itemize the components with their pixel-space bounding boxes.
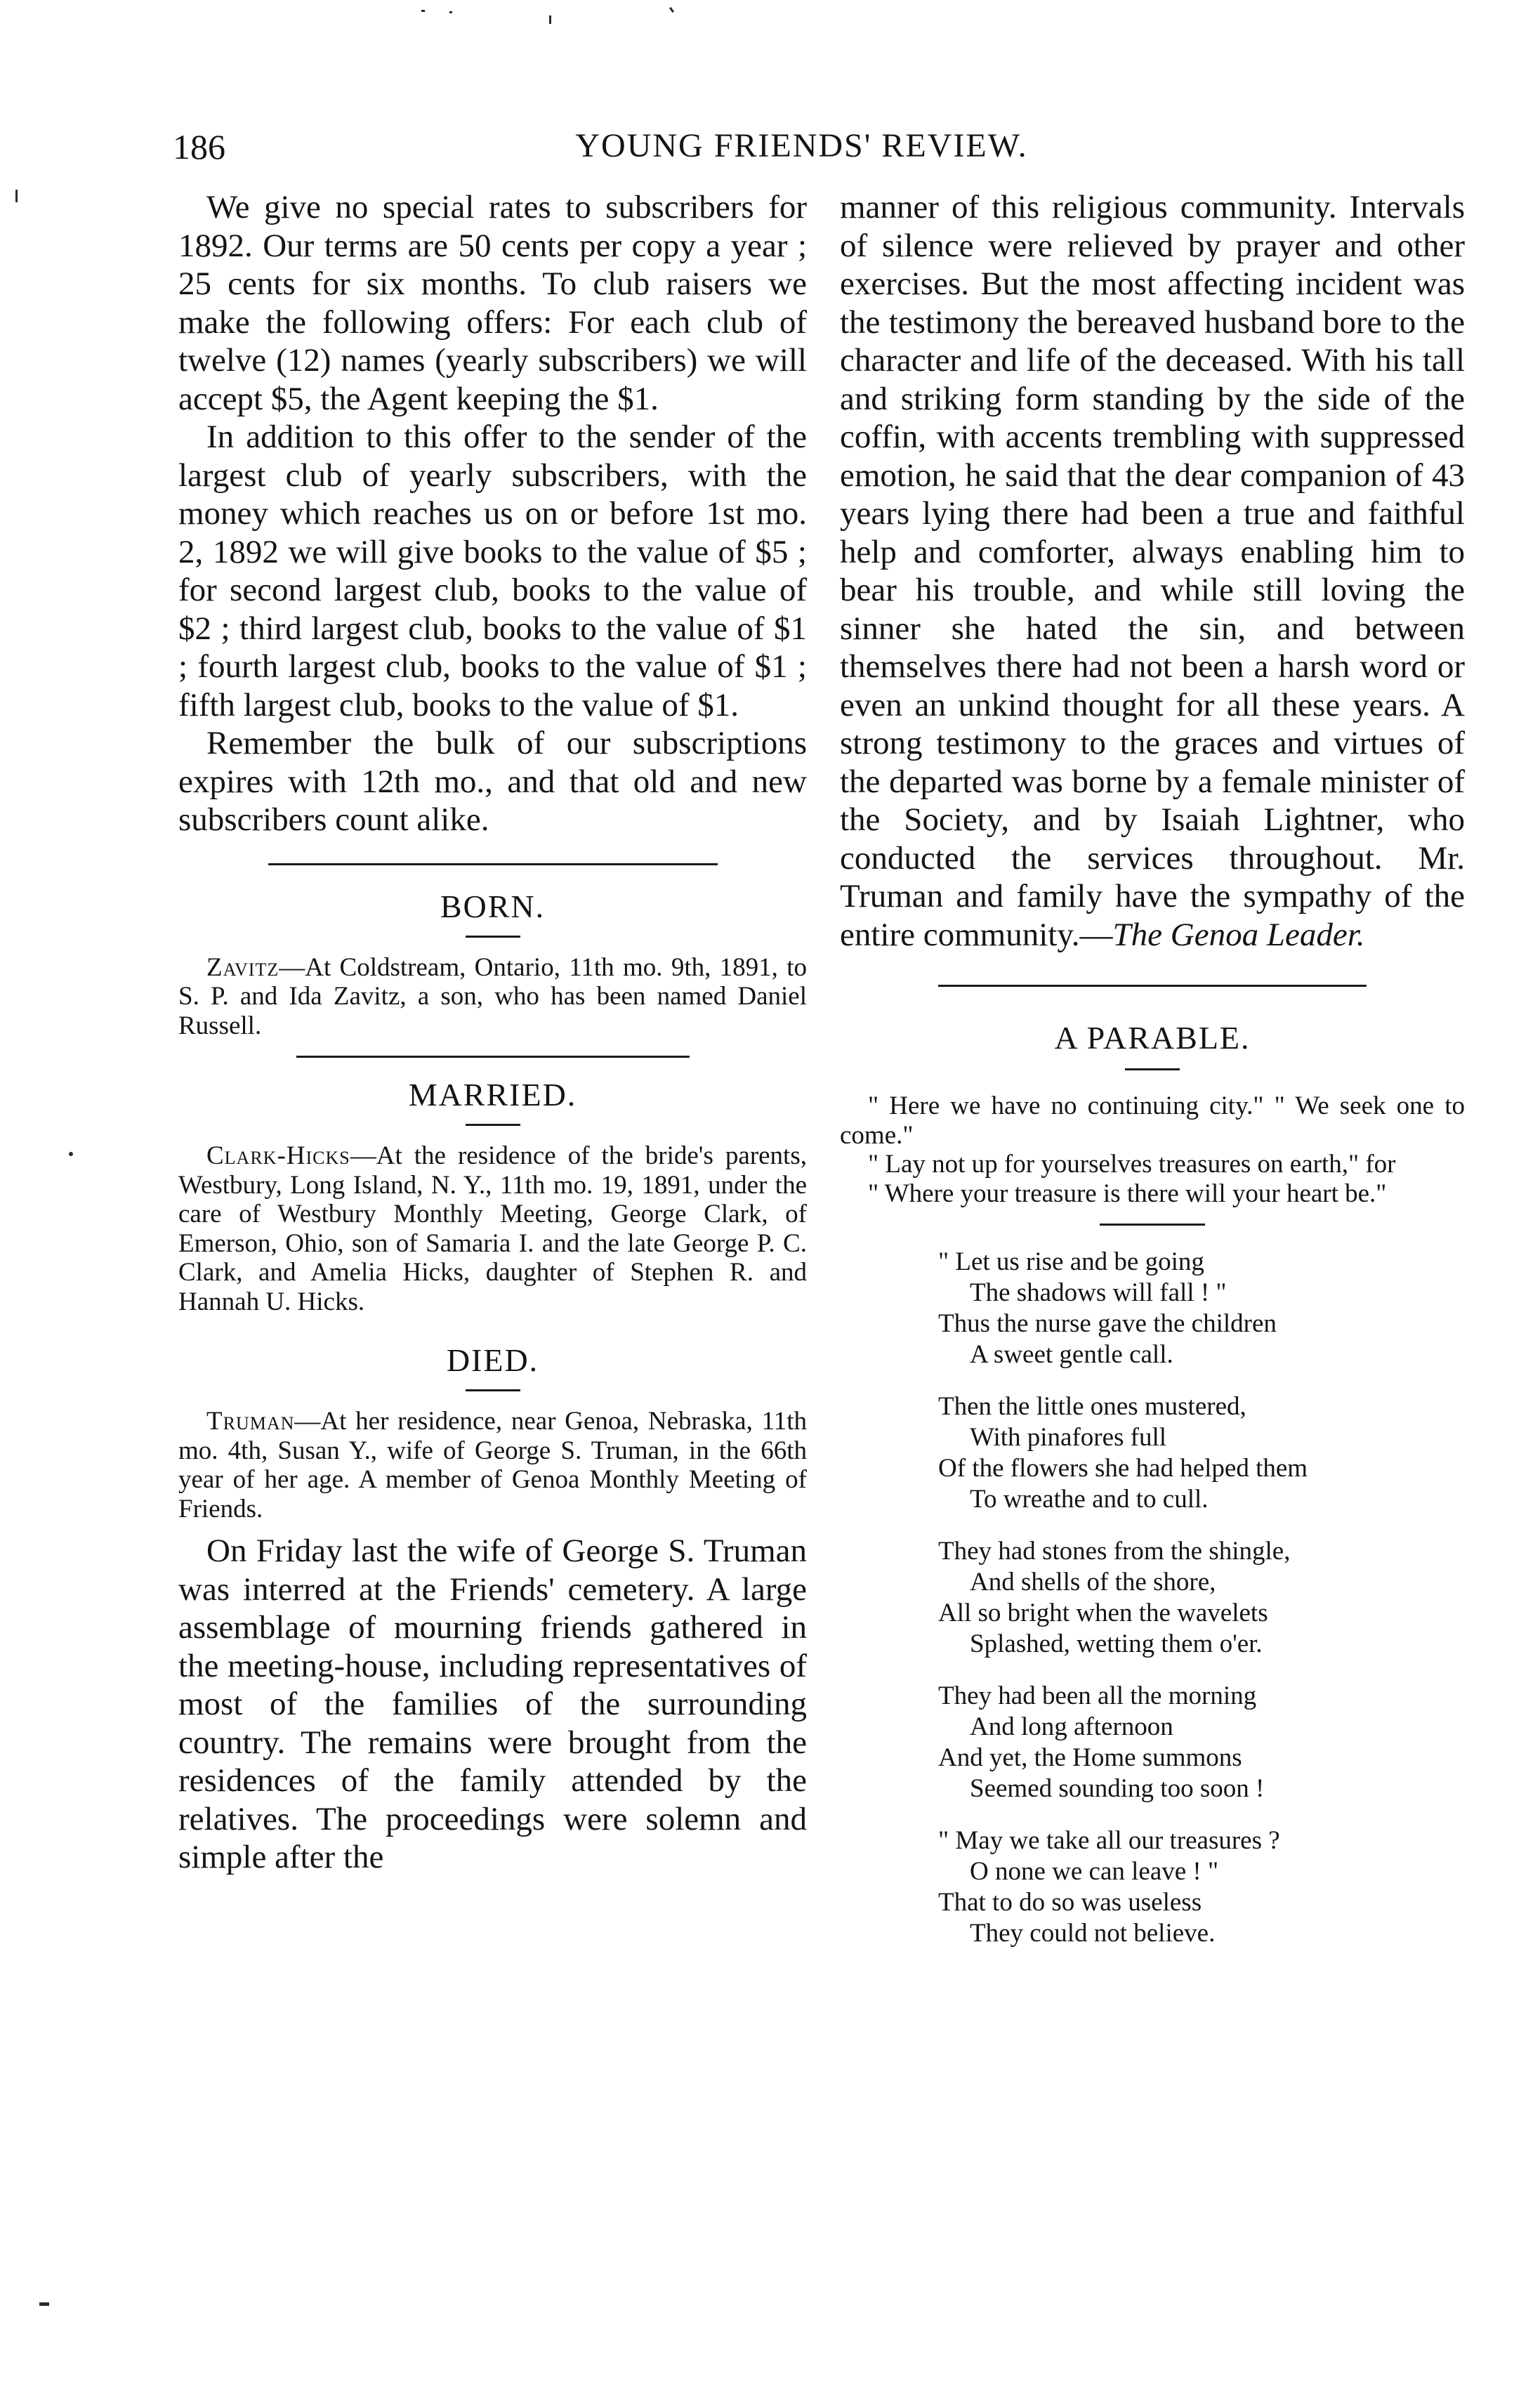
poem-line: The shadows will fall ! "	[970, 1278, 1227, 1307]
source-citation: The Genoa Leader.	[1112, 916, 1365, 953]
ink-speck	[669, 7, 674, 13]
poem-line: And long afternoon	[970, 1712, 1173, 1741]
subscription-rates-paragraph: We give no special rates to subscribers for 1892. Our terms are 50 cents per copy a year ; 25 cents for six months. To club raisers we make the following offers: For each club of twelve (12) names (yearly subscribers) we will accept $5, the Agent keeping the $1.	[178, 189, 807, 417]
right-column	[840, 188, 1465, 1970]
poem-line: That to do so was useless	[938, 1888, 1202, 1917]
parable-heading: A PARABLE.	[1054, 1020, 1251, 1056]
poem-line: Seemed sounding too soon !	[970, 1774, 1265, 1803]
scripture-quote-2: " Lay not up for yourselves treasures on earth," for	[868, 1150, 1396, 1179]
born-heading: BORN.	[440, 888, 546, 924]
poem-line: Then the little ones mustered,	[938, 1392, 1246, 1421]
poem-stanza	[938, 1391, 1465, 1515]
poem-line: " May we take all our treasures ?	[938, 1826, 1280, 1855]
married-name: Clark-Hicks	[206, 1141, 350, 1170]
scripture-quote-1: " Here we have no continuing city." " We seek one to come."	[840, 1091, 1465, 1150]
ink-speck	[421, 10, 425, 12]
ink-speck	[449, 11, 452, 13]
poem-stanza	[938, 1681, 1465, 1804]
poem-line: " Let us rise and be going	[938, 1247, 1204, 1276]
died-notice	[178, 1407, 807, 1523]
poem-line: O none we can leave ! "	[970, 1857, 1219, 1886]
poem-line: They had been all the morning	[938, 1681, 1257, 1710]
funeral-paragraph: On Friday last the wife of George S. Truman was interred at the Friends' cemetery. A large assemblage of mourning friends gathered in the meeting-house, including representatives of most of the families of the surrounding country. The remains were brought from the residences of the family attended by the relatives. The proceedings were solemn and simple after the	[178, 1533, 807, 1875]
section-rule	[296, 1056, 690, 1058]
poem-line: Thus the nurse gave the children	[938, 1309, 1277, 1338]
died-heading: DIED.	[446, 1342, 539, 1378]
ink-speck	[15, 190, 18, 202]
funeral-paragraph-continued	[840, 188, 1465, 954]
married-text: —At the residence of the bride's parents, Westbury, Long Island, N. Y., 11th mo. 19, 1891, under the care of Westbury Monthly Meeting, George Clark, of Emerson, Ohio, son of Samaria I. and the late George P. C. Clark, and Amelia Hicks, daughter of Stephen R. and Hannah U. Hicks.	[178, 1141, 807, 1316]
heading-rule	[466, 1389, 520, 1391]
section-rule	[938, 985, 1367, 987]
ink-speck	[69, 1152, 73, 1156]
poem-line: They had stones from the shingle,	[938, 1537, 1291, 1566]
born-name: Zavitz	[206, 952, 279, 982]
funeral-text-continued: manner of this religious community. Intervals of silence were relieved by prayer and other exercises. But the most affecting incident was the testimony the bereaved husband bore to the character and life of the deceased. With his tall and striking form standing by the side of the coffin, with accents trembling with suppressed emotion, he said that the dear companion of 43 years lying there had been a true and faithful help and comforter, always enabling him to bear his trouble, and while still loving the sinner she hated the sin, and between themselves there had not been a harsh word or even an unkind thought for all these years. A strong testimony to the graces and virtues of the departed was borne by a female minister of the Society, and by Isaiah Lightner, who conducted the services throughout. Mr. Truman and family have the sympathy of the entire community.—	[840, 189, 1465, 953]
poem-line: Splashed, wetting them o'er.	[970, 1629, 1263, 1658]
poem-line: And shells of the shore,	[970, 1568, 1216, 1596]
left-column	[178, 188, 807, 1877]
poem-line: Of the flowers she had helped them	[938, 1454, 1308, 1483]
poem-stanza	[938, 1247, 1465, 1370]
club-prizes-paragraph: In addition to this offer to the sender of the largest club of yearly subscribers, with the money which reaches us on or before 1st mo. 2, 1892 we will give books to the value of $5 ; for second largest club, books to the value of $2 ; third largest club, books to the value of $1 ; fourth largest club, books to the value of $1 ; fifth largest club, books to the value of $1.	[178, 419, 807, 723]
poem-line: A sweet gentle call.	[970, 1340, 1173, 1369]
heading-rule	[466, 1124, 520, 1126]
quote-rule	[1100, 1224, 1205, 1226]
ink-speck	[549, 15, 551, 24]
poem-stanza	[938, 1825, 1465, 1949]
scripture-quote-3: " Where your treasure is there will your heart be."	[868, 1179, 1387, 1208]
poem	[938, 1247, 1465, 1949]
poem-line: And yet, the Home summons	[938, 1743, 1242, 1772]
died-name: Truman	[206, 1407, 295, 1436]
poem-line: All so bright when the wavelets	[938, 1599, 1268, 1627]
died-text: —At her residence, near Genoa, Nebraska, 11th mo. 4th, Susan Y., wife of George S. Truman, in the 66th year of her age. A member of Genoa Monthly Meeting of Friends.	[178, 1407, 807, 1523]
poem-stanza	[938, 1536, 1465, 1660]
born-notice	[178, 953, 807, 1041]
ink-speck	[39, 2302, 49, 2306]
page-number: 186	[173, 127, 225, 166]
poem-line: To wreathe and to cull.	[970, 1485, 1209, 1514]
poem-line: With pinafores full	[970, 1423, 1167, 1452]
heading-rule	[466, 936, 520, 938]
born-text: —At Coldstream, Ontario, 11th mo. 9th, 1891, to S. P. and Ida Zavitz, a son, who has been named Daniel Russell.	[178, 952, 807, 1040]
poem-line: They could not believe.	[970, 1919, 1216, 1948]
heading-rule	[1125, 1068, 1180, 1070]
married-heading: MARRIED.	[408, 1077, 577, 1113]
reminder-paragraph: Remember the bulk of our subscriptions expires with 12th mo., and that old and new subscribers count alike.	[178, 725, 807, 838]
running-title: YOUNG FRIENDS' REVIEW.	[575, 127, 1028, 164]
married-notice	[178, 1141, 807, 1316]
section-rule	[268, 863, 718, 865]
